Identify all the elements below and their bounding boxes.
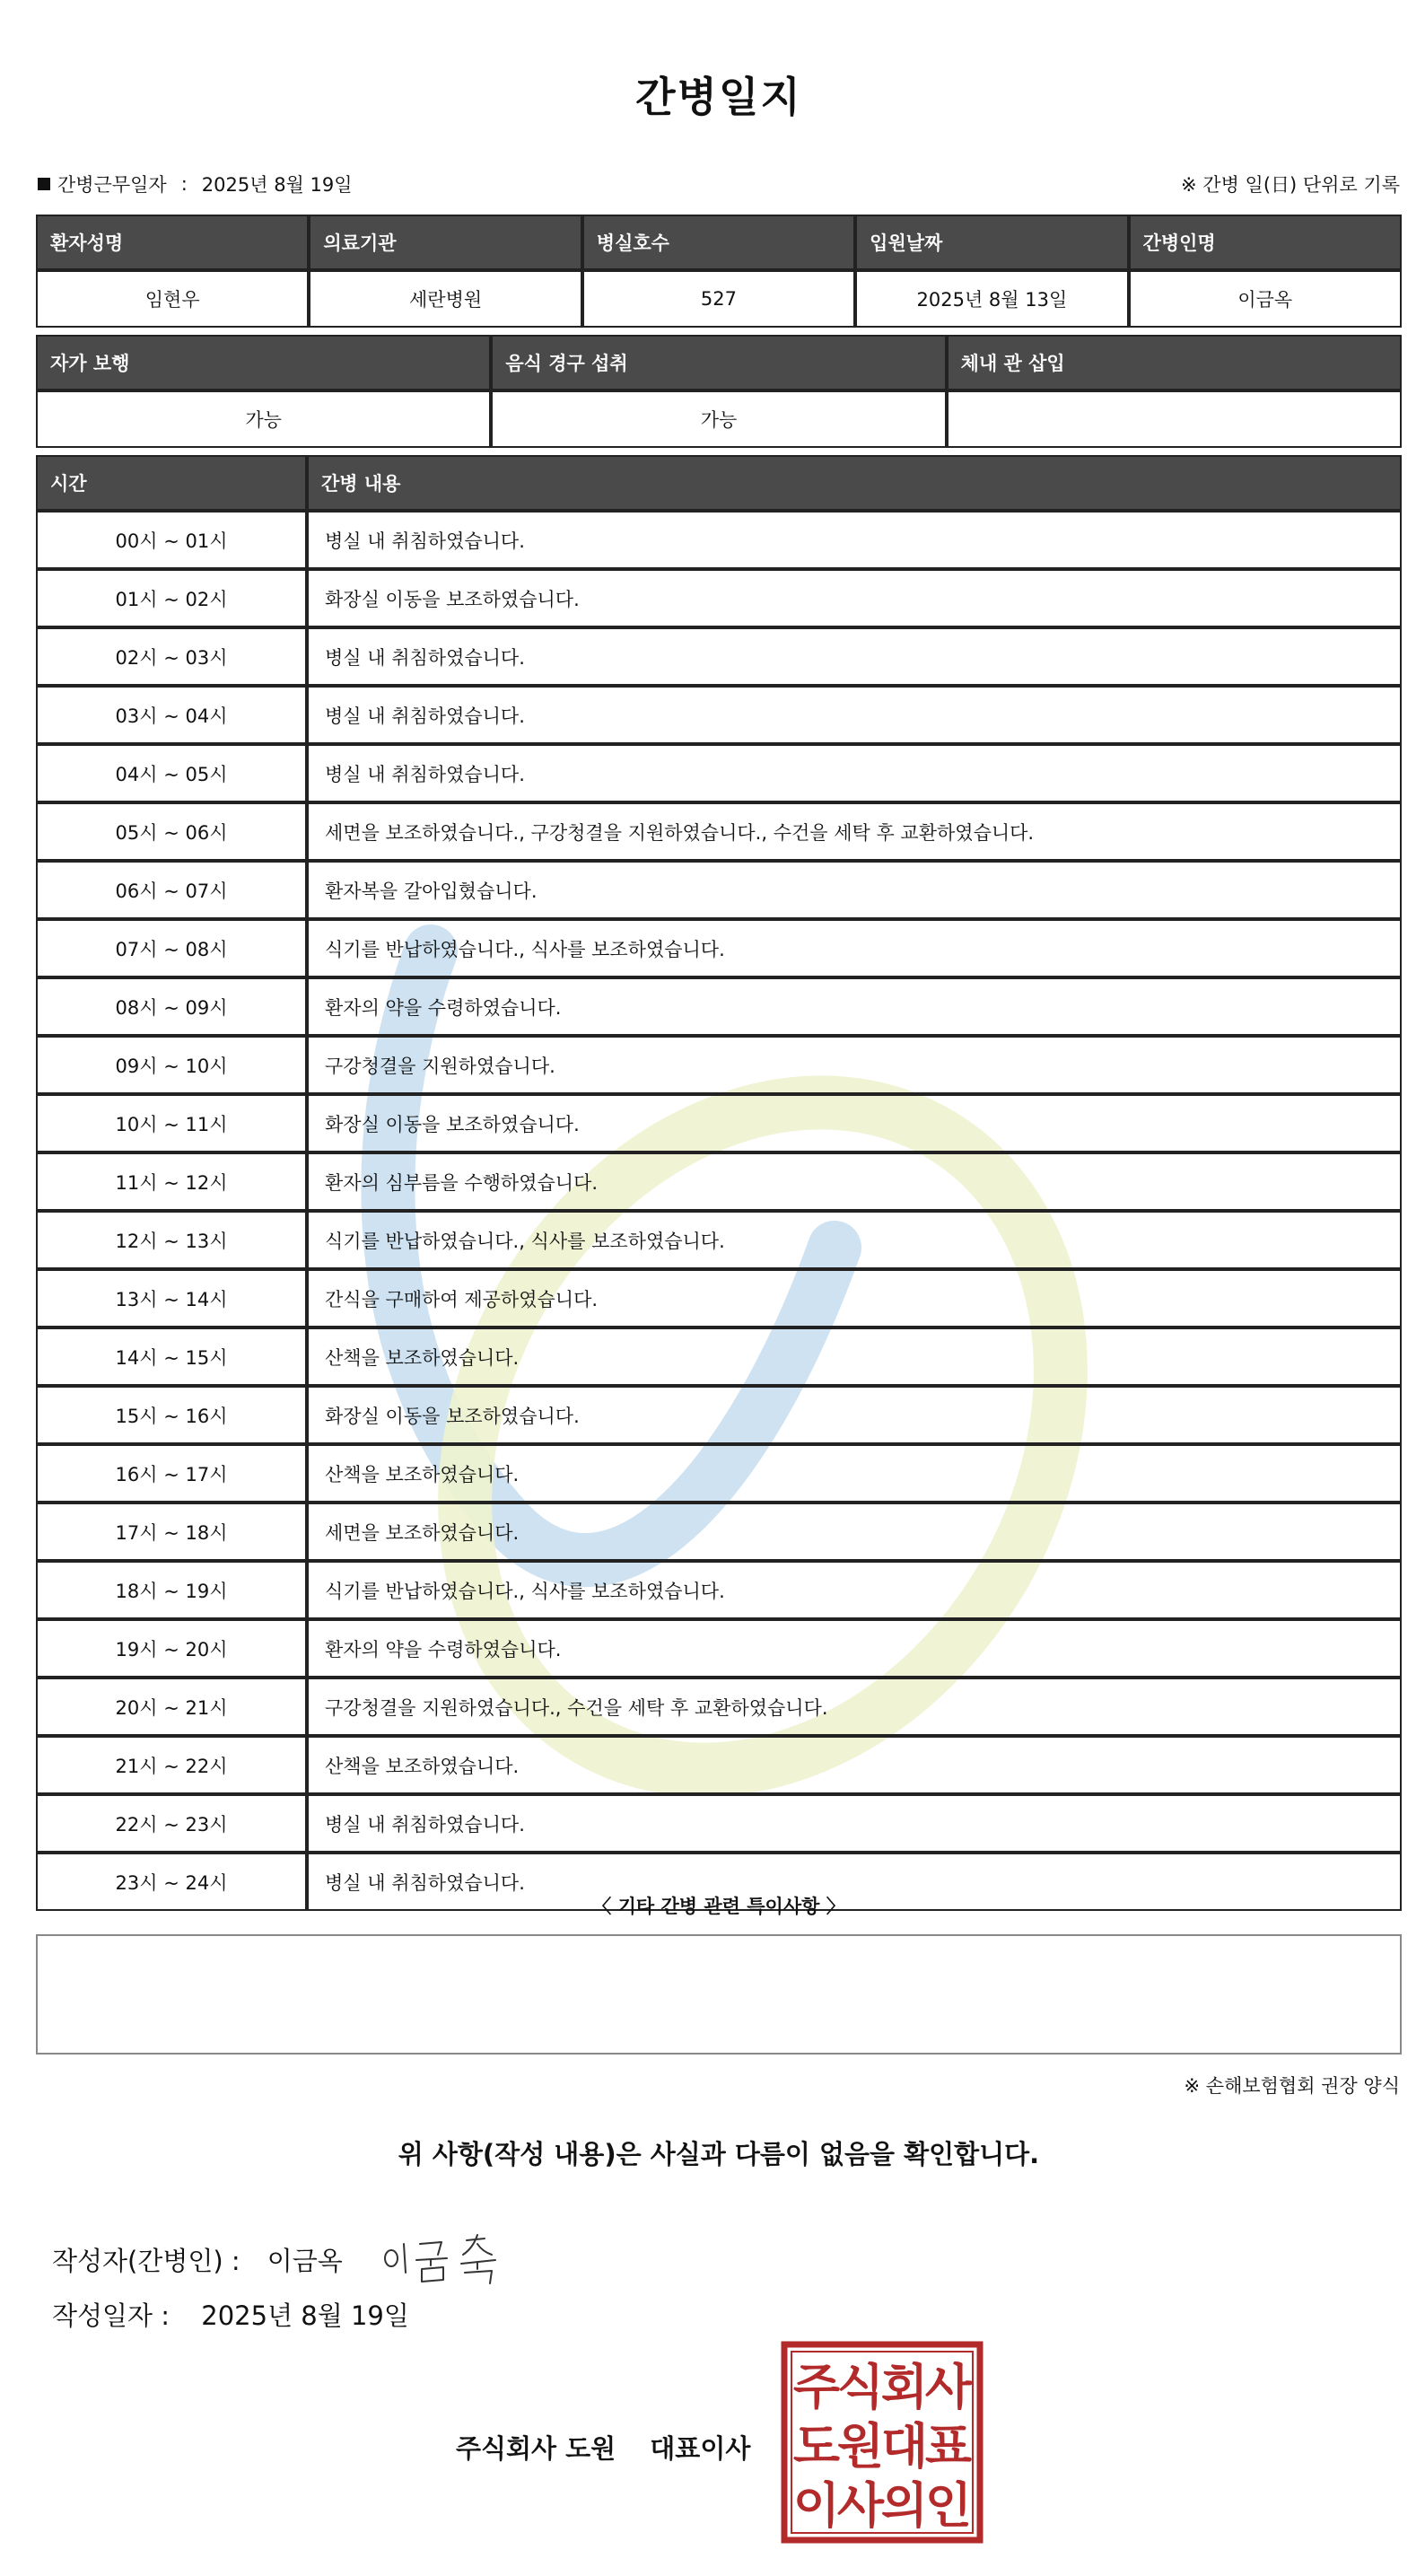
care-content: 병실 내 취침하였습니다. — [307, 686, 1402, 744]
seal-character: 원 — [836, 2418, 885, 2475]
care-content: 세면을 보조하였습니다., 구강청결을 지원하였습니다., 수건을 세탁 후 교환하였습니다. — [307, 802, 1402, 861]
oral-intake-value: 가능 — [491, 390, 946, 448]
care-log-row — [36, 1503, 1402, 1561]
care-log-row — [36, 919, 1402, 977]
writer-row — [52, 2228, 522, 2291]
notes-box — [36, 1934, 1402, 2055]
written-date-value: 2025년 8월 19일 — [201, 2300, 409, 2331]
care-log-row — [36, 686, 1402, 744]
company-name: 주식회사 도원 — [456, 2433, 616, 2464]
header-room-number: 병실호수 — [582, 215, 855, 270]
seal-character: 표 — [924, 2418, 973, 2475]
care-content: 산책을 보조하였습니다. — [307, 1327, 1402, 1386]
header-patient-name: 환자성명 — [36, 215, 309, 270]
time-slot: 11시 ~ 12시 — [36, 1152, 307, 1211]
patient-info-header-row — [36, 215, 1402, 270]
self-walking-value: 가능 — [36, 390, 491, 448]
care-content: 병실 내 취침하였습니다. — [307, 511, 1402, 569]
care-log-row — [36, 511, 1402, 569]
time-slot: 09시 ~ 10시 — [36, 1036, 307, 1094]
care-content: 병실 내 취침하였습니다. — [307, 744, 1402, 802]
tube-insertion-value — [947, 390, 1402, 448]
patient-name-value: 임현우 — [36, 270, 309, 328]
writer-name: 이금옥 — [267, 2245, 343, 2276]
time-slot: 20시 ~ 21시 — [36, 1678, 307, 1736]
header-self-walking: 자가 보행 — [36, 335, 491, 390]
time-slot: 07시 ~ 08시 — [36, 919, 307, 977]
header-time: 시간 — [36, 455, 307, 511]
care-log-row — [36, 1094, 1402, 1152]
header-care-content: 간병 내용 — [307, 455, 1402, 511]
time-slot: 08시 ~ 09시 — [36, 977, 307, 1036]
time-slot: 18시 ~ 19시 — [36, 1561, 307, 1619]
written-date-label: 작성일자 : — [52, 2300, 170, 2331]
confirmation-statement: 위 사항(작성 내용)은 사실과 다름이 없음을 확인합니다. — [398, 2139, 1040, 2169]
recommend-note: ※ 손해보험협회 권장 양식 — [1184, 2075, 1400, 2097]
company-title: 대표이사 — [650, 2433, 751, 2464]
time-slot: 22시 ~ 23시 — [36, 1794, 307, 1853]
seal-character: 도 — [792, 2418, 841, 2475]
care-log-row — [36, 802, 1402, 861]
seal-character: 의 — [880, 2477, 929, 2534]
room-number-value: 527 — [582, 270, 855, 328]
care-content: 환자의 약을 수령하였습니다. — [307, 1619, 1402, 1678]
time-slot: 03시 ~ 04시 — [36, 686, 307, 744]
time-slot: 02시 ~ 03시 — [36, 627, 307, 686]
header-oral-intake: 음식 경구 섭취 — [491, 335, 946, 390]
seal-character: 주 — [792, 2359, 841, 2415]
care-log-row — [36, 569, 1402, 627]
seal-character: 사 — [836, 2477, 885, 2534]
bullet-square-icon — [38, 178, 50, 190]
seal-character: 사 — [924, 2359, 973, 2415]
seal-character: 회 — [880, 2359, 929, 2415]
care-log-body — [36, 511, 1402, 1911]
care-log-row — [36, 1561, 1402, 1619]
time-slot: 14시 ~ 15시 — [36, 1327, 307, 1386]
time-slot: 13시 ~ 14시 — [36, 1269, 307, 1327]
time-slot: 00시 ~ 01시 — [36, 511, 307, 569]
header-tube-insertion: 체내 관 삽입 — [947, 335, 1402, 390]
admission-date-value: 2025년 8월 13일 — [855, 270, 1128, 328]
notes-title: 〈 기타 간병 관련 특이사항 〉 — [592, 1896, 845, 1917]
time-slot: 19시 ~ 20시 — [36, 1619, 307, 1678]
work-date-separator: : — [180, 173, 188, 195]
care-content: 병실 내 취침하였습니다. — [307, 1794, 1402, 1853]
patient-info-value-row — [36, 270, 1402, 328]
care-content: 간식을 구매하여 제공하였습니다. — [307, 1269, 1402, 1327]
patient-info-table — [36, 215, 1402, 328]
care-content: 산책을 보조하였습니다. — [307, 1444, 1402, 1503]
patient-status-table — [36, 335, 1402, 448]
care-log-row — [36, 744, 1402, 802]
seal-character: 인 — [924, 2477, 973, 2534]
care-content: 화장실 이동을 보조하였습니다. — [307, 1386, 1402, 1444]
care-log-row — [36, 1211, 1402, 1269]
time-slot: 06시 ~ 07시 — [36, 861, 307, 919]
time-slot: 01시 ~ 02시 — [36, 569, 307, 627]
work-date — [38, 171, 353, 197]
care-log-row — [36, 977, 1402, 1036]
seal-character: 이 — [792, 2477, 841, 2534]
page-title: 간병일지 — [635, 73, 802, 121]
time-slot: 23시 ~ 24시 — [36, 1853, 307, 1911]
care-log-row — [36, 1036, 1402, 1094]
care-log-row — [36, 1678, 1402, 1736]
hospital-value: 세란병원 — [309, 270, 581, 328]
care-content: 세면을 보조하였습니다. — [307, 1503, 1402, 1561]
header-admission-date: 입원날짜 — [855, 215, 1128, 270]
care-content: 식기를 반납하였습니다., 식사를 보조하였습니다. — [307, 1211, 1402, 1269]
time-slot: 15시 ~ 16시 — [36, 1386, 307, 1444]
patient-status-value-row — [36, 390, 1402, 448]
handwritten-signature — [379, 2228, 522, 2291]
care-content: 식기를 반납하였습니다., 식사를 보조하였습니다. — [307, 919, 1402, 977]
care-content: 식기를 반납하였습니다., 식사를 보조하였습니다. — [307, 1561, 1402, 1619]
time-slot: 05시 ~ 06시 — [36, 802, 307, 861]
care-log-row — [36, 1386, 1402, 1444]
care-log-row — [36, 1269, 1402, 1327]
writer-label: 작성자(간병인) : — [52, 2245, 240, 2276]
time-slot: 04시 ~ 05시 — [36, 744, 307, 802]
time-slot: 17시 ~ 18시 — [36, 1503, 307, 1561]
caregiver-name-value: 이금옥 — [1129, 270, 1402, 328]
care-log-row — [36, 1444, 1402, 1503]
time-slot: 21시 ~ 22시 — [36, 1736, 307, 1794]
seal-character: 식 — [836, 2359, 885, 2415]
time-slot: 12시 ~ 13시 — [36, 1211, 307, 1269]
care-log-row — [36, 861, 1402, 919]
seal-character: 대 — [880, 2418, 929, 2475]
care-content: 환자복을 갈아입혔습니다. — [307, 861, 1402, 919]
header-caregiver-name: 간병인명 — [1129, 215, 1402, 270]
time-slot: 16시 ~ 17시 — [36, 1444, 307, 1503]
care-log-row — [36, 1794, 1402, 1853]
care-content: 구강청결을 지원하였습니다., 수건을 세탁 후 교환하였습니다. — [307, 1678, 1402, 1736]
care-content: 병실 내 취침하였습니다. — [307, 627, 1402, 686]
company-seal-stamp — [781, 2341, 984, 2544]
patient-status-header-row — [36, 335, 1402, 390]
work-date-value: 2025년 8월 19일 — [201, 174, 353, 196]
time-slot: 10시 ~ 11시 — [36, 1094, 307, 1152]
care-content: 산책을 보조하였습니다. — [307, 1736, 1402, 1794]
care-content: 병실 내 취침하였습니다. — [307, 1853, 1402, 1911]
care-log-row — [36, 627, 1402, 686]
care-log-row — [36, 1736, 1402, 1794]
unit-note: ※ 간병 일(日) 단위로 기록 — [1181, 174, 1400, 196]
company-signoff — [456, 2429, 750, 2466]
care-content: 환자의 심부름을 수행하였습니다. — [307, 1152, 1402, 1211]
care-content: 구강청결을 지원하였습니다. — [307, 1036, 1402, 1094]
care-log-row — [36, 1619, 1402, 1678]
care-log-table — [36, 455, 1402, 1911]
care-log-header-row — [36, 455, 1402, 511]
care-content: 환자의 약을 수령하였습니다. — [307, 977, 1402, 1036]
work-date-label: 간병근무일자 — [57, 174, 167, 196]
care-log-row — [36, 1152, 1402, 1211]
written-date-row — [52, 2296, 409, 2333]
care-content: 화장실 이동을 보조하였습니다. — [307, 1094, 1402, 1152]
care-log-row — [36, 1327, 1402, 1386]
care-content: 화장실 이동을 보조하였습니다. — [307, 569, 1402, 627]
header-hospital: 의료기관 — [309, 215, 581, 270]
